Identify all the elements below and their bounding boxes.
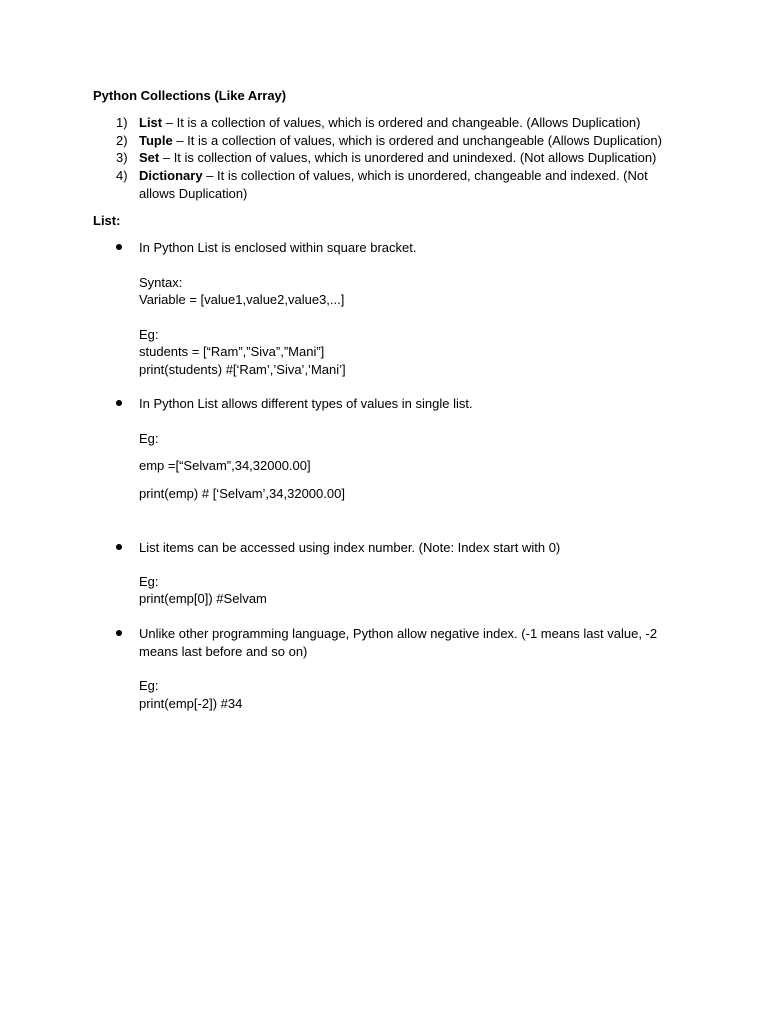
example-label: Eg: — [139, 678, 159, 693]
item-text — [139, 114, 641, 131]
item-description: – It is collection of values, which is unordered, changeable and indexed. (Not — [202, 168, 648, 183]
item-description: – It is a collection of values, which is ordered and changeable. (Allows Duplication) — [162, 115, 641, 130]
item-description-continued: allows Duplication) — [139, 186, 248, 201]
item-number: 3) — [116, 150, 128, 165]
item-number: 1) — [116, 115, 128, 130]
bullet-icon — [116, 630, 122, 636]
item-text — [139, 132, 662, 149]
item-term: Tuple — [139, 133, 173, 148]
code-line: print(students) #[‘Ram’,’Siva’,’Mani’] — [139, 362, 346, 377]
example-label: Eg: — [139, 327, 159, 342]
bullet-icon — [116, 244, 122, 250]
bullet-text: List items can be accessed using index number. (Note: Index start with 0) — [139, 540, 561, 555]
bullet-text: In Python List allows different types of values in single list. — [139, 396, 473, 411]
syntax-label: Syntax: — [139, 275, 183, 290]
syntax-code: Variable = [value1,value2,value3,...] — [139, 292, 345, 307]
bullet-text: Unlike other programming language, Python allow negative index. (-1 means last value, -2 — [139, 626, 658, 641]
code-line: emp =[“Selvam”,34,32000.00] — [139, 458, 311, 473]
code-line: print(emp[-2]) #34 — [139, 696, 243, 711]
item-term: Dictionary — [139, 168, 203, 183]
document-title: Python Collections (Like Array) — [93, 88, 287, 103]
item-number: 4) — [116, 168, 128, 183]
item-description: – It is a collection of values, which is ordered and unchangeable (Allows Duplication) — [172, 133, 662, 148]
item-description: – It is collection of values, which is unordered and unindexed. (Not allows Duplication) — [159, 150, 657, 165]
bullet-icon — [116, 400, 122, 406]
item-term: List — [139, 115, 163, 130]
item-number: 2) — [116, 133, 128, 148]
bullet-text: In Python List is enclosed within square bracket. — [139, 240, 417, 255]
bullet-text-continued: means last before and so on) — [139, 644, 308, 659]
example-label: Eg: — [139, 431, 159, 446]
code-line: print(emp) # [‘Selvam’,34,32000.00] — [139, 486, 345, 501]
code-line: students = [“Ram”,”Siva”,”Mani”] — [139, 344, 325, 359]
item-term: Set — [139, 150, 160, 165]
code-line: print(emp[0]) #Selvam — [139, 591, 267, 606]
item-text — [139, 167, 648, 184]
section-heading: List: — [93, 213, 121, 228]
example-label: Eg: — [139, 574, 159, 589]
bullet-icon — [116, 544, 122, 550]
item-text — [139, 149, 656, 166]
